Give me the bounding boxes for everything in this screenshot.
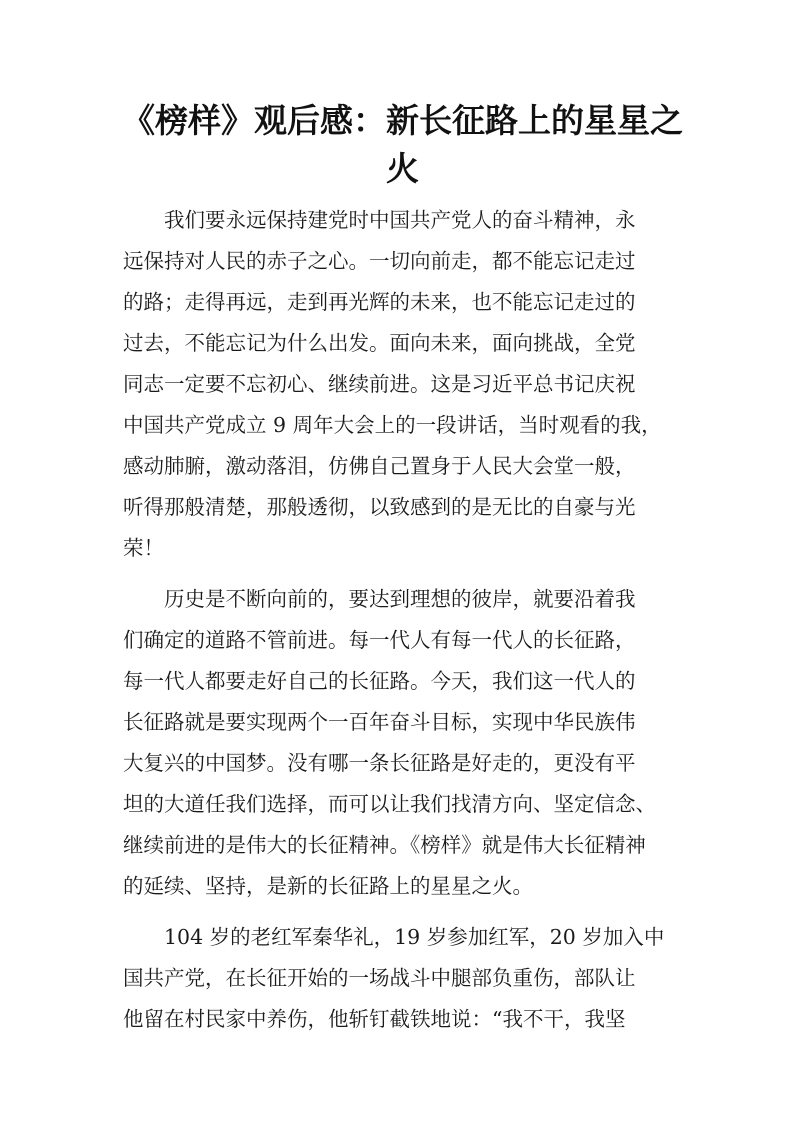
text-line: 国共产党，在长征开始的一场战斗中腿部负重伤，部队让 (123, 966, 636, 990)
title-line: 《榜样》观后感：新长征路上的星星之 (122, 101, 683, 140)
paragraph-2 (123, 579, 668, 907)
text-line: 每一代人都要走好自己的长征路。今天，我们这一代人的 (123, 669, 636, 693)
text-line: 远保持对人民的赤子之心。一切向前走，都不能忘记走过 (123, 249, 636, 273)
text-line: 大复兴的中国梦。没有哪一条长征路是好走的，更没有平 (123, 751, 636, 775)
text-line: 感动肺腑，激动落泪，仿佛自己置身于人民大会堂一般， (123, 454, 636, 478)
text-line: 荣！ (123, 536, 164, 560)
text-line: 的路；走得再远，走到再光辉的未来，也不能忘记走过的 (123, 290, 636, 314)
text-line: 坦的大道任我们选择，而可以让我们找清方向、坚定信念、 (123, 792, 656, 816)
text-line: 过去，不能忘记为什么出发。面向未来，面向挑战，全党 (123, 331, 636, 355)
text-line: 同志一定要不忘初心、继续前进。这是习近平总书记庆祝 (123, 372, 636, 396)
paragraph-1 (123, 200, 668, 569)
text-line: 我们要永远保持建党时中国共产党人的奋斗精神，永 (164, 208, 636, 232)
title-line: 火 (386, 149, 419, 188)
text-line: 104 岁的老红军秦华礼，19 岁参加红军，20 岁加入中 (164, 925, 665, 949)
document-title (120, 97, 685, 193)
text-line: 他留在村民家中养伤，他斩钉截铁地说：“我不干，我坚 (123, 1007, 626, 1031)
paragraph-3 (123, 917, 668, 1040)
text-line: 的延续、坚持，是新的长征路上的星星之火。 (123, 874, 533, 898)
text-line: 中国共产党成立 9 周年大会上的一段讲话，当时观看的我， (123, 413, 662, 437)
text-line: 们确定的道路不管前进。每一代人有每一代人的长征路， (123, 628, 636, 652)
document-body (123, 200, 668, 1050)
text-line: 继续前进的是伟大的长征精神。《榜样》就是伟大长征精神 (123, 833, 646, 857)
text-line: 听得那般清楚，那般透彻，以致感到的是无比的自豪与光 (123, 495, 636, 519)
text-line: 长征路就是要实现两个一百年奋斗目标，实现中华民族伟 (123, 710, 636, 734)
text-line: 历史是不断向前的，要达到理想的彼岸，就要沿着我 (164, 587, 636, 611)
